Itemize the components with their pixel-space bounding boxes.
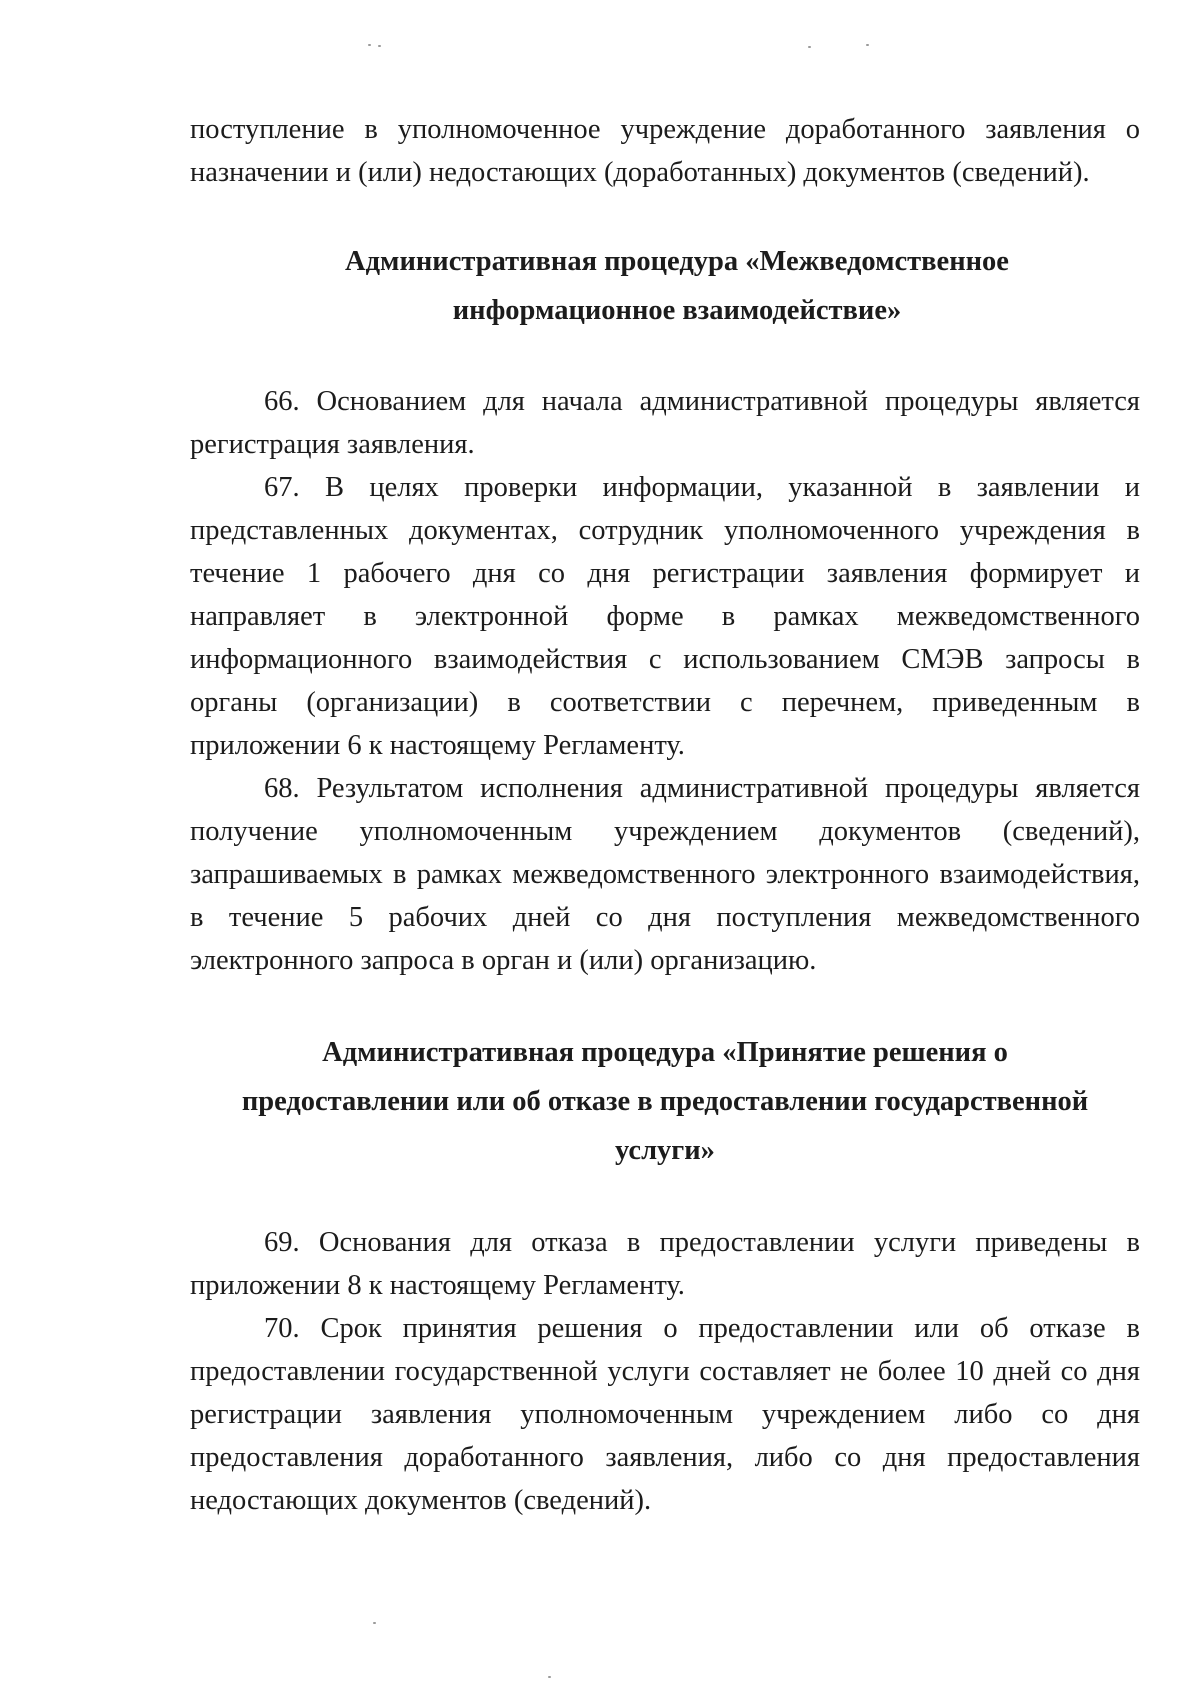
scan-artifact [866,44,869,46]
paragraph-67: 67. В целях проверки информации, указанной в заявлении и представленных документах, сотрудник уполномоченного учреждения в течение 1 рабочего дня со дня регистрации заявления формирует и направляет в электронной форме в рамках межведомственного информационного взаимодействия с использованием СМЭВ запросы в органы (организации) в соответствии с перечнем, приведенным в приложении 6 к настоящему Регламенту. [190,472,1140,761]
scan-artifact [378,45,381,47]
intro-paragraph: поступление в уполномоченное учреждение доработанного заявления о назначении и (или) недостающих (доработанных) документов (сведений). [190,114,1140,188]
document-body [190,108,1140,1522]
section-heading-interagency [190,237,1140,335]
paragraph-70: 70. Срок принятия решения о предоставлении или об отказе в предоставлении государственной услуги составляет не более 10 дней со дня регистрации заявления уполномоченным учреждением либо со дня предоставления доработанного заявления, либо со дня предоставления недостающих документов (сведений). [190,1313,1140,1516]
heading-line: услуги» [615,1135,715,1166]
section-heading-decision [190,1028,1140,1175]
scan-artifact [548,1676,551,1678]
paragraph-69: 69. Основания для отказа в предоставлении услуги приведены в приложении 8 к настоящему Регламенту. [190,1227,1140,1301]
heading-line: информационное взаимодействие» [452,295,902,326]
heading-line: Административная процедура «Принятие решения о [322,1037,1008,1068]
scan-artifact [808,46,811,48]
scan-artifact [368,44,371,46]
paragraph-66: 66. Основанием для начала административной процедуры является регистрация заявления. [190,386,1140,460]
paragraph-68: 68. Результатом исполнения административной процедуры является получение уполномоченным учреждением документов (сведений), запрашиваемых в рамках межведомственного электронного взаимодействия, в течение 5 рабочих дней со дня поступления межведомственного электронного запроса в орган и (или) организацию. [190,773,1140,976]
heading-line: Административная процедура «Межведомственное [345,246,1009,277]
heading-line: предоставлении или об отказе в предоставлении государственной [241,1086,1089,1117]
scan-artifact [373,1622,376,1624]
